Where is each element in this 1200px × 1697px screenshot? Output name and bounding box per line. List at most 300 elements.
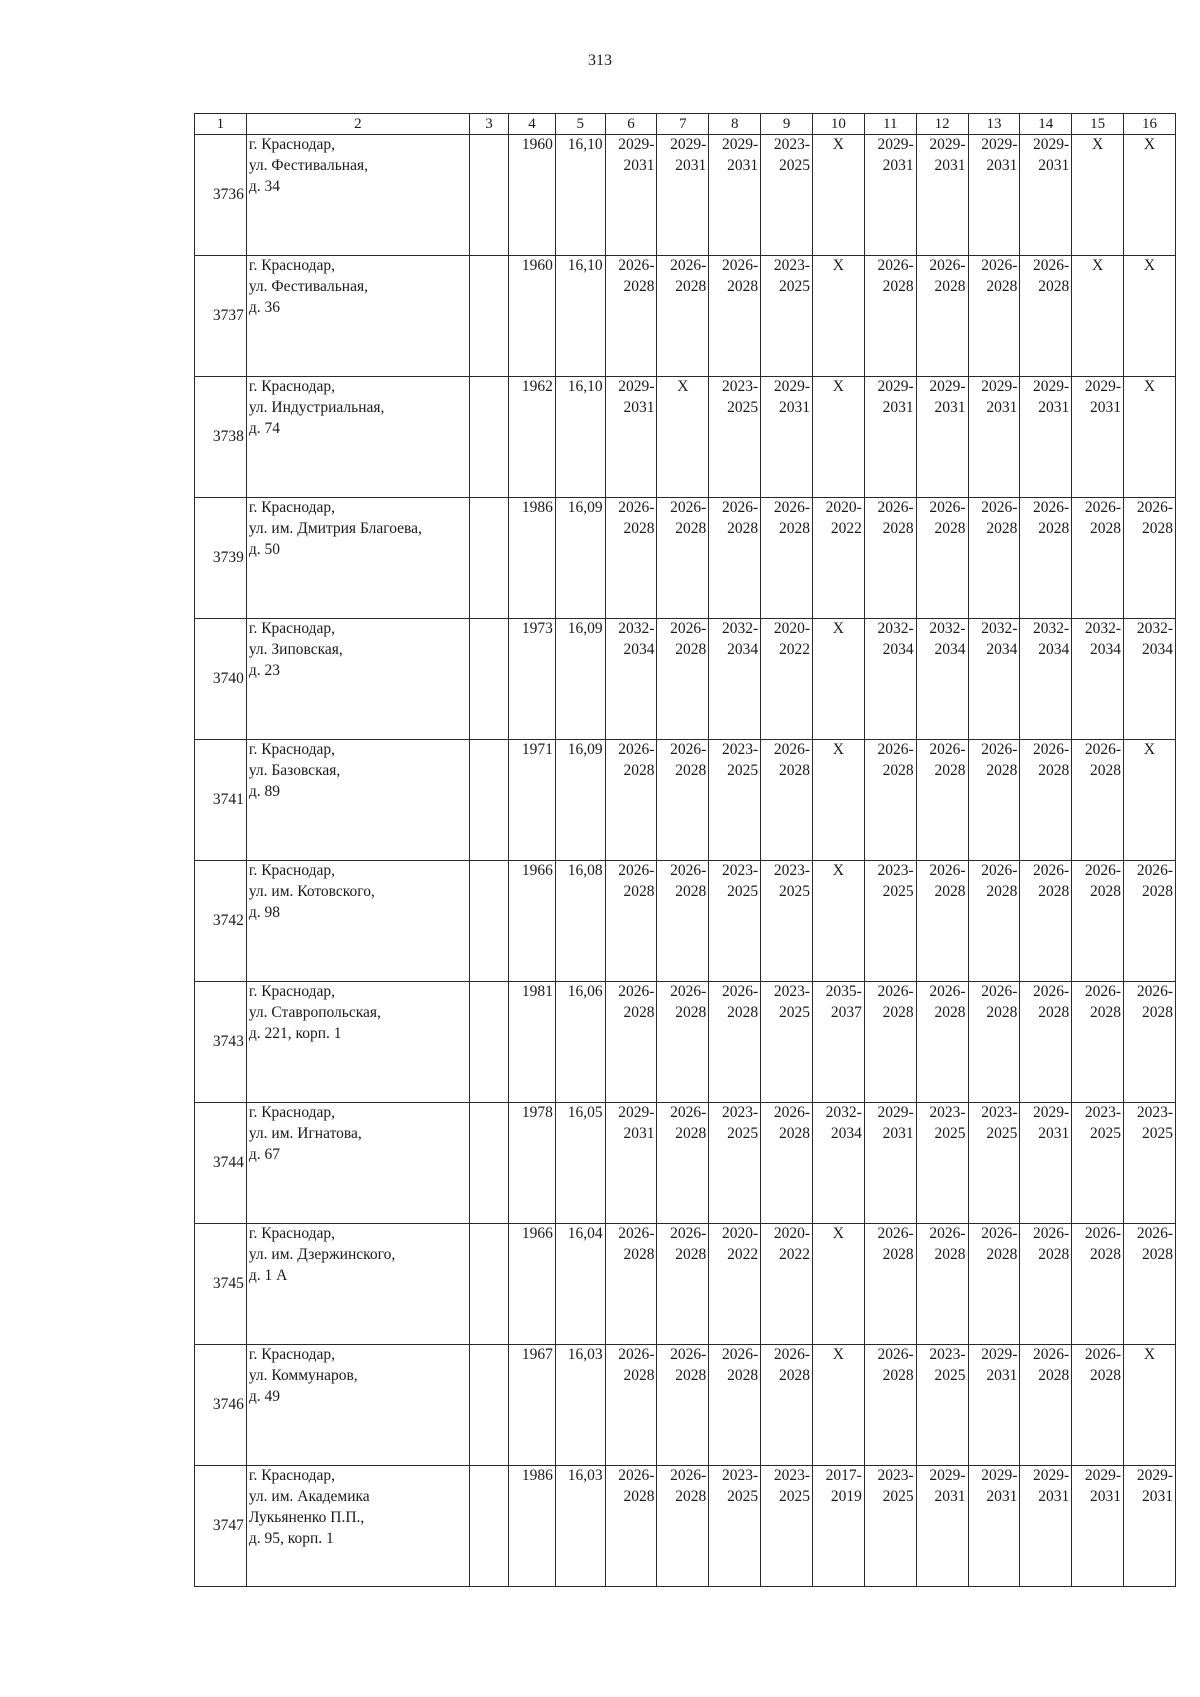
- period-start: 2026-: [877, 257, 914, 275]
- period-end: 2025: [727, 883, 759, 901]
- period-start: 2023-: [773, 136, 810, 154]
- period-start: 2026-: [1033, 862, 1070, 880]
- period-end: 2028: [1038, 762, 1070, 780]
- period-cell-col-11: [864, 1224, 916, 1345]
- not-applicable-mark: X: [832, 1346, 844, 1364]
- period-start: 2029-: [877, 1104, 914, 1122]
- address-line: ул. Ставропольская,: [248, 1004, 381, 1022]
- period-start: 2029-: [877, 378, 914, 396]
- column-header-10: 10: [812, 114, 864, 135]
- column-header-9: 9: [761, 114, 813, 135]
- table-row: [195, 377, 1176, 498]
- period-end: 2028: [1142, 1004, 1173, 1022]
- row-number: 3743: [195, 982, 247, 1103]
- not-applicable-mark: X: [832, 862, 844, 880]
- column-3-cell: [469, 498, 508, 619]
- period-end: 2028: [675, 641, 707, 659]
- period-end: 2025: [778, 1004, 810, 1022]
- address-line: ул. Базовская,: [248, 762, 341, 780]
- period-cell-col-10: [812, 256, 864, 377]
- period-start: 2026-: [1033, 1225, 1070, 1243]
- column-3-cell: [469, 1224, 508, 1345]
- address-line: д. 74: [248, 420, 280, 438]
- period-start: 2023-: [773, 983, 810, 1001]
- address-line: д. 67: [248, 1146, 280, 1164]
- address-line: г. Краснодар,: [248, 1467, 336, 1485]
- period-end: 2031: [882, 399, 914, 417]
- period-start: 2029-: [1084, 378, 1122, 396]
- period-start: 2026-: [929, 499, 966, 517]
- period-cell-col-12: [916, 982, 968, 1103]
- period-end: 2031: [623, 399, 655, 417]
- period-cell-col-12: [916, 498, 968, 619]
- period-cell-col-16: [1124, 135, 1176, 256]
- period-end: 2031: [1090, 399, 1122, 417]
- period-start: 2029-: [981, 378, 1018, 396]
- column-header-14: 14: [1020, 114, 1072, 135]
- period-cell-col-11: [864, 1345, 916, 1466]
- period-end: 2028: [934, 520, 966, 538]
- period-start: 2032-: [877, 620, 914, 638]
- period-cell-col-10: [812, 619, 864, 740]
- period-end: 2028: [778, 1125, 810, 1143]
- period-end: 2028: [1090, 762, 1122, 780]
- period-start: 2023-: [721, 1104, 759, 1122]
- period-start: 2026-: [618, 983, 655, 1001]
- period-start: 2026-: [981, 862, 1018, 880]
- period-cell-col-14: [1020, 1224, 1072, 1345]
- period-end: 2031: [1142, 1488, 1173, 1506]
- value-cell: 16,06: [555, 982, 605, 1103]
- period-start: 2026-: [618, 741, 655, 759]
- column-header-1: 1: [195, 114, 247, 135]
- column-3-cell: [469, 740, 508, 861]
- period-cell-col-9: [761, 982, 813, 1103]
- period-end: 2028: [675, 1488, 707, 1506]
- period-cell-col-10: [812, 135, 864, 256]
- period-start: 2023-: [929, 1346, 966, 1364]
- period-cell-col-13: [968, 740, 1020, 861]
- period-end: 2028: [778, 520, 810, 538]
- period-start: 2026-: [1084, 499, 1122, 517]
- address-cell: [246, 1345, 469, 1466]
- period-cell-col-8: [709, 1345, 761, 1466]
- period-end: 2028: [882, 1004, 914, 1022]
- period-cell-col-12: [916, 135, 968, 256]
- period-start: 2029-: [929, 1467, 966, 1485]
- period-start: 2029-: [1033, 136, 1070, 154]
- address-line: д. 36: [248, 299, 280, 317]
- period-cell-col-15: [1072, 982, 1124, 1103]
- period-start: 2029-: [618, 136, 655, 154]
- period-start: 2026-: [1084, 1346, 1122, 1364]
- period-end: 2031: [623, 1125, 655, 1143]
- period-cell-col-15: [1072, 861, 1124, 982]
- period-end: 2025: [778, 157, 810, 175]
- column-3-cell: [469, 982, 508, 1103]
- period-start: 2029-: [721, 136, 759, 154]
- period-end: 2031: [882, 157, 914, 175]
- build-year-cell: 1981: [509, 982, 556, 1103]
- period-cell-col-13: [968, 256, 1020, 377]
- address-line: г. Краснодар,: [248, 1346, 336, 1364]
- period-cell-col-10: [812, 377, 864, 498]
- period-end: 2028: [882, 1246, 914, 1264]
- period-start: 2023-: [773, 862, 810, 880]
- period-cell-col-6: [605, 861, 657, 982]
- period-start: 2026-: [670, 983, 707, 1001]
- period-start: 2026-: [618, 1225, 655, 1243]
- period-cell-col-12: [916, 861, 968, 982]
- period-end: 2031: [986, 1367, 1018, 1385]
- period-end: 2028: [1038, 1246, 1070, 1264]
- period-start: 2026-: [877, 1346, 914, 1364]
- table-row: [195, 619, 1176, 740]
- period-end: 2031: [986, 1488, 1018, 1506]
- not-applicable-mark: X: [832, 741, 844, 759]
- period-start: 2026-: [670, 1225, 707, 1243]
- address-line: ул. им. Дзержинского,: [248, 1246, 396, 1264]
- period-start: 2023-: [929, 1104, 966, 1122]
- period-end: 2028: [623, 762, 655, 780]
- period-cell-col-10: [812, 740, 864, 861]
- period-end: 2028: [727, 278, 759, 296]
- period-start: 2020-: [721, 1225, 759, 1243]
- period-end: 2028: [1038, 520, 1070, 538]
- period-start: 2026-: [929, 741, 966, 759]
- build-year-cell: 1986: [509, 1466, 556, 1587]
- period-end: 2025: [882, 883, 914, 901]
- period-end: 2028: [727, 1367, 759, 1385]
- column-header-2: 2: [246, 114, 469, 135]
- period-cell-col-13: [968, 982, 1020, 1103]
- period-end: 2028: [986, 520, 1018, 538]
- column-3-cell: [469, 256, 508, 377]
- period-cell-col-12: [916, 740, 968, 861]
- period-end: 2022: [778, 1246, 810, 1264]
- period-cell-col-13: [968, 135, 1020, 256]
- period-end: 2028: [623, 1488, 655, 1506]
- period-end: 2022: [830, 520, 862, 538]
- address-line: ул. Индустриальная,: [248, 399, 385, 417]
- period-end: 2028: [675, 883, 707, 901]
- address-line: д. 23: [248, 662, 280, 680]
- table-row: [195, 1466, 1176, 1587]
- period-cell-col-11: [864, 740, 916, 861]
- period-cell-col-7: [657, 982, 709, 1103]
- period-end: 2028: [623, 278, 655, 296]
- period-cell-col-14: [1020, 377, 1072, 498]
- period-cell-col-8: [709, 740, 761, 861]
- period-end: 2028: [934, 883, 966, 901]
- period-cell-col-7: [657, 1103, 709, 1224]
- period-cell-col-11: [864, 135, 916, 256]
- period-cell-col-8: [709, 982, 761, 1103]
- period-cell-col-10: [812, 1345, 864, 1466]
- period-cell-col-16: [1124, 1345, 1176, 1466]
- period-cell-col-6: [605, 135, 657, 256]
- period-end: 2028: [882, 520, 914, 538]
- column-header-6: 6: [605, 114, 657, 135]
- period-end: 2028: [675, 278, 707, 296]
- value-cell: 16,10: [555, 135, 605, 256]
- period-cell-col-15: [1072, 256, 1124, 377]
- column-header-15: 15: [1072, 114, 1124, 135]
- column-3-cell: [469, 135, 508, 256]
- period-cell-col-10: [812, 982, 864, 1103]
- period-cell-col-13: [968, 1224, 1020, 1345]
- address-cell: [246, 861, 469, 982]
- period-cell-col-15: [1072, 1224, 1124, 1345]
- period-cell-col-13: [968, 619, 1020, 740]
- period-cell-col-15: [1072, 1103, 1124, 1224]
- table-row: [195, 982, 1176, 1103]
- period-cell-col-11: [864, 1466, 916, 1587]
- table-body: [195, 135, 1176, 1587]
- period-end: 2028: [986, 1004, 1018, 1022]
- period-cell-col-6: [605, 498, 657, 619]
- address-line: д. 98: [248, 904, 280, 922]
- period-end: 2031: [623, 157, 655, 175]
- period-start: 2026-: [670, 1346, 707, 1364]
- column-header-16: 16: [1124, 114, 1176, 135]
- build-year-cell: 1960: [509, 135, 556, 256]
- table-header: [195, 114, 1176, 135]
- period-end: 2028: [675, 1004, 707, 1022]
- period-start: 2026-: [877, 983, 914, 1001]
- period-cell-col-8: [709, 498, 761, 619]
- period-end: 2031: [934, 157, 966, 175]
- column-header-11: 11: [864, 114, 916, 135]
- period-cell-col-7: [657, 619, 709, 740]
- period-cell-col-15: [1072, 135, 1124, 256]
- period-end: 2034: [1038, 641, 1070, 659]
- period-start: 2020-: [773, 620, 810, 638]
- period-cell-col-8: [709, 256, 761, 377]
- period-end: 2025: [778, 278, 810, 296]
- address-line: г. Краснодар,: [248, 378, 336, 396]
- period-start: 2029-: [1084, 1467, 1122, 1485]
- period-end: 2028: [675, 520, 707, 538]
- period-start: 2026-: [721, 499, 759, 517]
- period-end: 2025: [727, 1488, 759, 1506]
- address-line: г. Краснодар,: [248, 983, 336, 1001]
- period-start: 2023-: [773, 257, 810, 275]
- period-start: 2029-: [929, 136, 966, 154]
- housing-register-table: [194, 113, 1176, 1587]
- period-cell-col-16: [1124, 619, 1176, 740]
- not-applicable-mark: X: [832, 136, 844, 154]
- period-cell-col-16: [1124, 1466, 1176, 1587]
- period-cell-col-8: [709, 377, 761, 498]
- address-cell: [246, 256, 469, 377]
- period-start: 2029-: [1033, 1467, 1070, 1485]
- build-year-cell: 1971: [509, 740, 556, 861]
- period-start: 2026-: [1084, 1225, 1122, 1243]
- period-start: 2026-: [877, 499, 914, 517]
- period-start: 2026-: [670, 741, 707, 759]
- period-cell-col-13: [968, 861, 1020, 982]
- period-start: 2029-: [1033, 378, 1070, 396]
- period-end: 2025: [882, 1488, 914, 1506]
- period-end: 2031: [934, 399, 966, 417]
- column-3-cell: [469, 1466, 508, 1587]
- build-year-cell: 1962: [509, 377, 556, 498]
- period-start: 2026-: [618, 257, 655, 275]
- address-cell: [246, 619, 469, 740]
- period-end: 2028: [1038, 1367, 1070, 1385]
- period-start: 2032-: [981, 620, 1018, 638]
- period-cell-col-16: [1124, 1224, 1176, 1345]
- period-end: 2034: [727, 641, 759, 659]
- period-cell-col-14: [1020, 1466, 1072, 1587]
- period-start: 2023-: [877, 862, 914, 880]
- build-year-cell: 1966: [509, 861, 556, 982]
- period-cell-col-15: [1072, 498, 1124, 619]
- column-header-5: 5: [555, 114, 605, 135]
- period-start: 2026-: [929, 257, 966, 275]
- period-end: 2031: [778, 399, 810, 417]
- column-header-7: 7: [657, 114, 709, 135]
- value-cell: 16,10: [555, 256, 605, 377]
- period-start: 2026-: [670, 257, 707, 275]
- period-cell-col-14: [1020, 498, 1072, 619]
- value-cell: 16,05: [555, 1103, 605, 1224]
- period-end: 2028: [1038, 278, 1070, 296]
- period-cell-col-7: [657, 861, 709, 982]
- row-number: 3736: [195, 135, 247, 256]
- period-end: 2028: [675, 1125, 707, 1143]
- period-cell-col-8: [709, 1224, 761, 1345]
- address-cell: [246, 1103, 469, 1224]
- build-year-cell: 1978: [509, 1103, 556, 1224]
- period-end: 2025: [727, 399, 759, 417]
- period-start: 2023-: [721, 1467, 759, 1485]
- header-row: [195, 114, 1176, 135]
- not-applicable-mark: X: [1143, 378, 1156, 396]
- period-start: 2026-: [670, 1467, 707, 1485]
- period-start: 2023-: [773, 1467, 810, 1485]
- period-end: 2031: [1038, 1488, 1070, 1506]
- period-end: 2028: [1142, 1246, 1173, 1264]
- period-cell-col-14: [1020, 1103, 1072, 1224]
- period-cell-col-9: [761, 135, 813, 256]
- period-cell-col-9: [761, 256, 813, 377]
- period-end: 2028: [623, 1246, 655, 1264]
- period-end: 2028: [1142, 883, 1173, 901]
- period-start: 2026-: [670, 1104, 707, 1122]
- period-end: 2031: [986, 157, 1018, 175]
- address-line: д. 95, корп. 1: [248, 1530, 334, 1548]
- not-applicable-mark: X: [1143, 741, 1156, 759]
- row-number: 3737: [195, 256, 247, 377]
- not-applicable-mark: X: [832, 257, 844, 275]
- period-cell-col-16: [1124, 982, 1176, 1103]
- period-end: 2028: [934, 1004, 966, 1022]
- period-start: 2026-: [773, 1104, 810, 1122]
- period-end: 2028: [986, 762, 1018, 780]
- period-start: 2026-: [618, 1346, 655, 1364]
- column-3-cell: [469, 1345, 508, 1466]
- build-year-cell: 1967: [509, 1345, 556, 1466]
- period-end: 2031: [727, 157, 759, 175]
- period-end: 2025: [986, 1125, 1018, 1143]
- column-header-13: 13: [968, 114, 1020, 135]
- period-end: 2031: [934, 1488, 966, 1506]
- period-end: 2028: [1038, 883, 1070, 901]
- address-cell: [246, 498, 469, 619]
- period-start: 2029-: [877, 136, 914, 154]
- address-line: г. Краснодар,: [248, 257, 336, 275]
- period-cell-col-9: [761, 619, 813, 740]
- period-end: 2028: [727, 1004, 759, 1022]
- period-end: 2028: [1090, 1004, 1122, 1022]
- period-cell-col-8: [709, 135, 761, 256]
- period-end: 2028: [986, 883, 1018, 901]
- period-start: 2026-: [1033, 741, 1070, 759]
- period-cell-col-10: [812, 498, 864, 619]
- period-start: 2026-: [618, 1467, 655, 1485]
- value-cell: 16,09: [555, 498, 605, 619]
- period-end: 2025: [727, 1125, 759, 1143]
- period-cell-col-7: [657, 498, 709, 619]
- period-start: 2026-: [981, 499, 1018, 517]
- period-cell-col-8: [709, 1103, 761, 1224]
- not-applicable-mark: X: [1143, 1346, 1156, 1364]
- period-end: 2028: [1090, 1246, 1122, 1264]
- period-end: 2022: [727, 1246, 759, 1264]
- value-cell: 16,09: [555, 619, 605, 740]
- period-start: 2032-: [1136, 620, 1173, 638]
- period-cell-col-9: [761, 1103, 813, 1224]
- period-start: 2035-: [825, 983, 862, 1001]
- period-end: 2025: [1142, 1125, 1173, 1143]
- address-cell: [246, 135, 469, 256]
- period-start: 2026-: [1033, 257, 1070, 275]
- build-year-cell: 1973: [509, 619, 556, 740]
- column-header-3: 3: [469, 114, 508, 135]
- period-end: 2034: [986, 641, 1018, 659]
- column-3-cell: [469, 1103, 508, 1224]
- table-row: [195, 1103, 1176, 1224]
- period-start: 2026-: [1084, 741, 1122, 759]
- period-start: 2029-: [618, 378, 655, 396]
- period-start: 2026-: [981, 257, 1018, 275]
- row-number: 3746: [195, 1345, 247, 1466]
- period-start: 2029-: [618, 1104, 655, 1122]
- period-end: 2019: [830, 1488, 862, 1506]
- period-start: 2029-: [929, 378, 966, 396]
- not-applicable-mark: X: [1143, 136, 1156, 154]
- period-start: 2032-: [929, 620, 966, 638]
- value-cell: 16,09: [555, 740, 605, 861]
- period-cell-col-16: [1124, 498, 1176, 619]
- period-end: 2025: [778, 883, 810, 901]
- period-cell-col-10: [812, 1103, 864, 1224]
- table-row: [195, 256, 1176, 377]
- not-applicable-mark: X: [1143, 257, 1156, 275]
- period-end: 2034: [830, 1125, 862, 1143]
- period-start: 2023-: [721, 741, 759, 759]
- address-line: г. Краснодар,: [248, 136, 336, 154]
- period-start: 2026-: [929, 983, 966, 1001]
- period-cell-col-12: [916, 256, 968, 377]
- address-line: Лукьяненко П.П.,: [248, 1509, 365, 1527]
- column-3-cell: [469, 619, 508, 740]
- period-cell-col-16: [1124, 256, 1176, 377]
- period-end: 2028: [934, 278, 966, 296]
- period-cell-col-13: [968, 1466, 1020, 1587]
